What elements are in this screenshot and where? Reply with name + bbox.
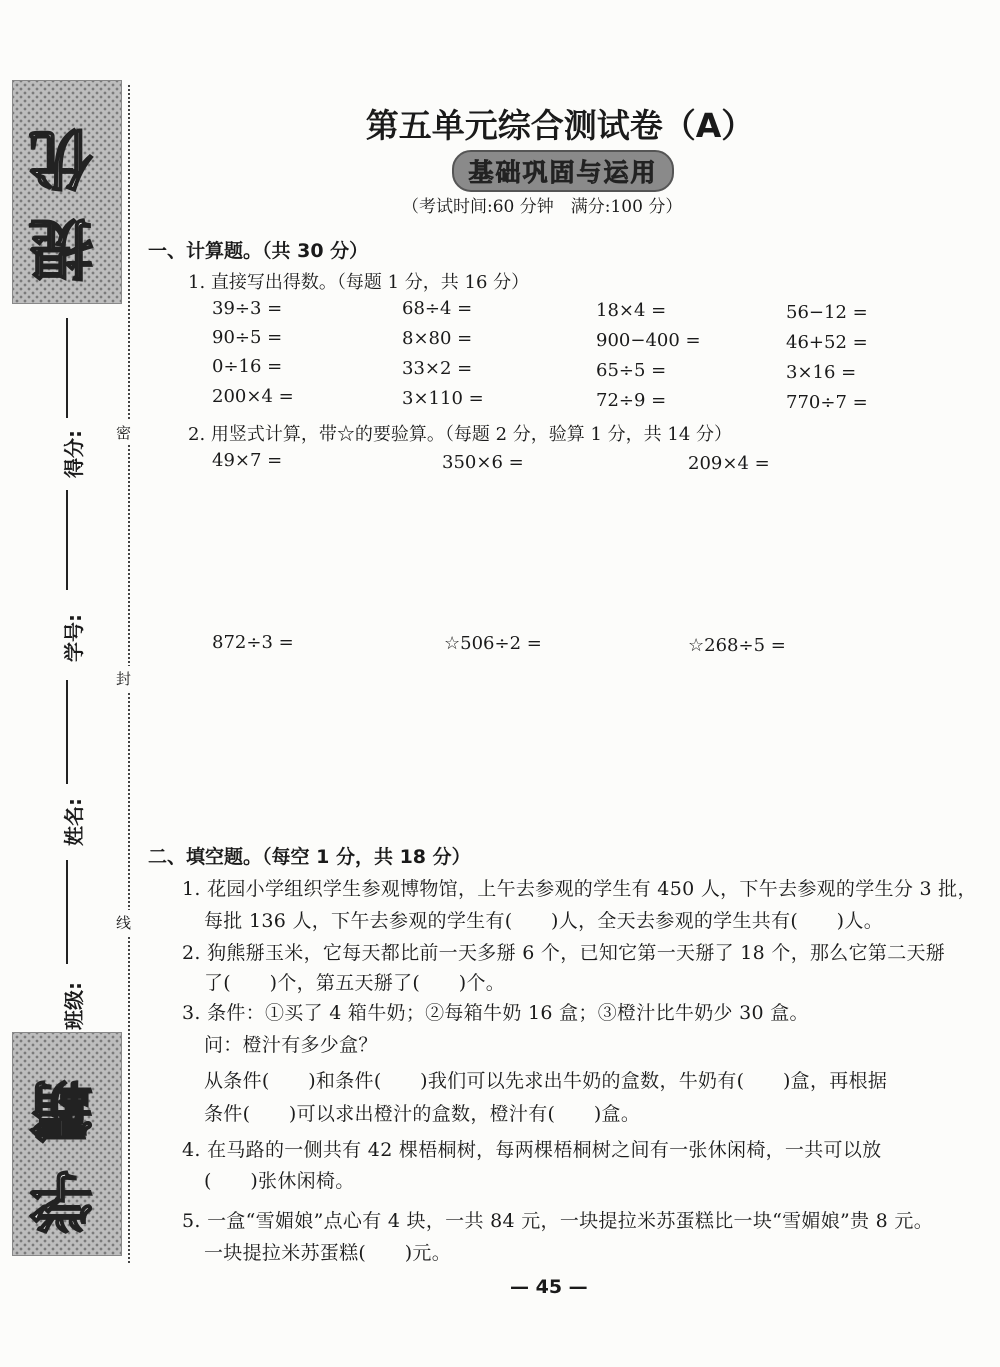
calc-item: 65÷5 = bbox=[596, 360, 667, 381]
fill-blank-line: 5. 一盒“雪媚娘”点心有 4 块，一共 84 元，一块提拉米苏蛋糕比一块“雪媚娘”贵 8 元。 bbox=[182, 1210, 934, 1232]
student-number-blank[interactable] bbox=[66, 490, 68, 590]
calc-item: 68÷4 = bbox=[402, 298, 473, 319]
name-label: 姓名: bbox=[62, 798, 86, 846]
fill-blank-line: 从条件( )和条件( )我们可以先求出牛奶的盒数，牛奶有( )盒，再根据 bbox=[204, 1070, 888, 1092]
calc-item: 3×16 = bbox=[786, 362, 857, 383]
fill-blank-line: 一块提拉米苏蛋糕( )元。 bbox=[204, 1242, 452, 1264]
section-1-heading: 一、计算题。（共 30 分） bbox=[148, 240, 369, 262]
calc-item: 8×80 = bbox=[402, 328, 473, 349]
bottom-banner-text: 学霸 bbox=[30, 1054, 104, 1234]
fill-blank-line: ( )张休闲椅。 bbox=[204, 1170, 355, 1192]
fill-blank-line: 条件( )可以求出橙汁的盒数，橙汁有( )盒。 bbox=[204, 1103, 641, 1125]
page-title: 第五单元综合测试卷（A） bbox=[365, 106, 755, 145]
subtitle-badge: 基础巩固与运用 bbox=[452, 150, 674, 192]
question-2-label: 2. 用竖式计算，带☆的要验算。（每题 2 分，验算 1 分，共 14 分） bbox=[188, 424, 733, 445]
calc-item: 900−400 = bbox=[596, 330, 701, 351]
calc-item: 72÷9 = bbox=[596, 390, 667, 411]
fill-blank-line: 问：橙汁有多少盒？ bbox=[204, 1034, 378, 1056]
seal-char-feng: 封 bbox=[116, 666, 131, 691]
vertical-calc-item: 209×4 = bbox=[688, 453, 770, 474]
top-banner-text: 提优 bbox=[30, 102, 104, 282]
seal-char-mi: 密 bbox=[116, 420, 131, 445]
calc-item: 56−12 = bbox=[786, 302, 868, 323]
section-2-heading: 二、填空题。（每空 1 分，共 18 分） bbox=[148, 846, 471, 868]
score-blank[interactable] bbox=[66, 318, 68, 418]
exam-info: （考试时间:60 分钟 满分:100 分） bbox=[402, 197, 683, 217]
calc-item: 39÷3 = bbox=[212, 298, 283, 319]
bottom-banner bbox=[12, 1032, 122, 1256]
fill-blank-line: 每批 136 人，下午去参观的学生有( )人，全天去参观的学生共有( )人。 bbox=[204, 910, 883, 932]
vertical-calc-item: 49×7 = bbox=[212, 450, 283, 471]
vertical-calc-item: ☆268÷5 = bbox=[688, 635, 786, 656]
class-blank[interactable] bbox=[66, 860, 68, 964]
class-label: 班级: bbox=[62, 982, 86, 1030]
fill-blank-line: 3. 条件：①买了 4 箱牛奶；②每箱牛奶 16 盒；③橙汁比牛奶少 30 盒。 bbox=[182, 1002, 809, 1024]
fill-blank-line: 4. 在马路的一侧共有 42 棵梧桐树，每两棵梧桐树之间有一张休闲椅，一共可以放 bbox=[182, 1139, 882, 1161]
calc-item: 46+52 = bbox=[786, 332, 868, 353]
vertical-calc-item: 350×6 = bbox=[442, 452, 524, 473]
seal-char-xian: 线 bbox=[116, 910, 131, 935]
calc-item: 3×110 = bbox=[402, 388, 484, 409]
name-blank[interactable] bbox=[66, 680, 68, 784]
calc-item: 0÷16 = bbox=[212, 356, 283, 377]
calc-item: 18×4 = bbox=[596, 300, 667, 321]
calc-item: 90÷5 = bbox=[212, 327, 283, 348]
score-label: 得分: bbox=[62, 430, 86, 478]
fill-blank-line: 2. 狗熊掰玉米，它每天都比前一天多掰 6 个，已知它第一天掰了 18 个，那么它第二天掰 bbox=[182, 942, 946, 964]
calc-item: 33×2 = bbox=[402, 358, 473, 379]
question-1-label: 1. 直接写出得数。（每题 1 分，共 16 分） bbox=[188, 272, 530, 293]
calc-item: 200×4 = bbox=[212, 386, 294, 407]
student-number-label: 学号: bbox=[62, 614, 86, 662]
vertical-calc-item: ☆506÷2 = bbox=[444, 633, 542, 654]
vertical-calc-item: 872÷3 = bbox=[212, 632, 294, 653]
fill-blank-line: 1. 花园小学组织学生参观博物馆，上午去参观的学生有 450 人，下午去参观的学生分 3 批， bbox=[182, 878, 977, 900]
page-number: — 45 — bbox=[510, 1276, 588, 1298]
calc-item: 770÷7 = bbox=[786, 392, 868, 413]
top-banner bbox=[12, 80, 122, 304]
fill-blank-line: 了( )个，第五天掰了( )个。 bbox=[204, 972, 506, 994]
